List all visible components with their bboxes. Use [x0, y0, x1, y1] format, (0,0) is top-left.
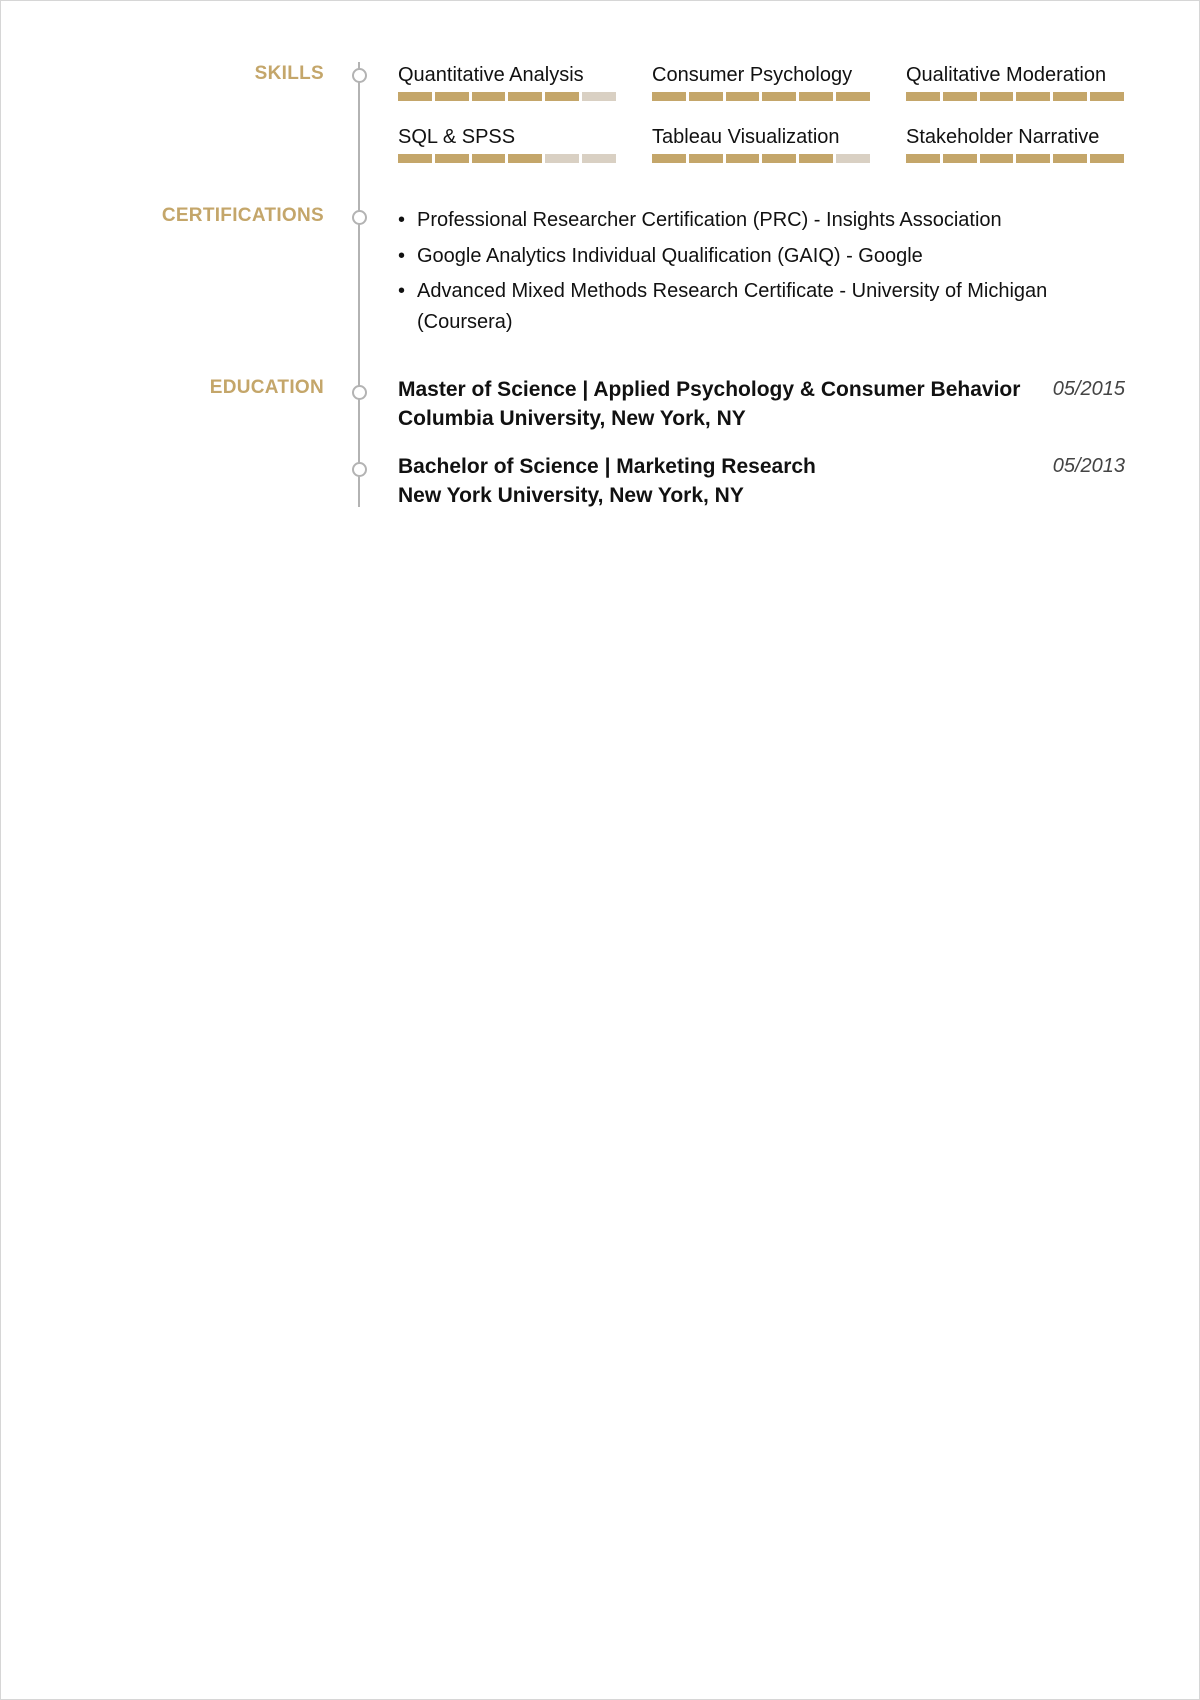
certifications-timeline-dot — [352, 210, 367, 225]
skill-item — [398, 125, 616, 163]
skill-level-segment-filled — [1090, 92, 1124, 101]
skill-name: Stakeholder Narrative — [906, 126, 1100, 148]
skill-level-segment-filled — [1053, 154, 1087, 163]
skill-level-segment-filled — [836, 92, 870, 101]
skill-level-segment-filled — [1053, 92, 1087, 101]
skill-level-segment-filled — [980, 154, 1014, 163]
skill-level-segment-filled — [980, 92, 1014, 101]
skill-level-segment-filled — [906, 92, 940, 101]
skill-level-segment-filled — [726, 92, 760, 101]
skill-item — [652, 125, 870, 163]
skill-level-segment-filled — [1090, 154, 1124, 163]
certification-item — [398, 276, 1078, 337]
education-school: New York University, New York, NY — [398, 484, 744, 507]
skill-level-segment-filled — [906, 154, 940, 163]
skill-level-segment-filled — [689, 154, 723, 163]
skill-level-segment-filled — [799, 92, 833, 101]
skill-name: Qualitative Moderation — [906, 64, 1107, 86]
bullet: • — [398, 209, 406, 231]
education-degree: Master of Science | Applied Psychology & Consumer Behavior — [398, 378, 1021, 401]
bullet: • — [398, 280, 406, 302]
education-section-label: EDUCATION — [209, 377, 324, 398]
skill-level-bar — [398, 92, 616, 101]
skill-level-segment-filled — [689, 92, 723, 101]
certification-item — [398, 241, 1078, 272]
education-date: 05/2015 — [1052, 378, 1125, 400]
skill-level-segment-filled — [762, 92, 796, 101]
skill-level-segment-filled — [472, 92, 506, 101]
skill-level-segment-filled — [1016, 154, 1050, 163]
certification-text: Professional Researcher Certification (PRC) - Insights Association — [417, 209, 1002, 231]
education-date: 05/2013 — [1052, 455, 1125, 477]
skill-level-segment-filled — [508, 154, 542, 163]
skill-level-bar — [652, 92, 870, 101]
skill-level-segment-empty — [836, 154, 870, 163]
skill-level-segment-empty — [582, 92, 616, 101]
certifications-list — [398, 205, 1078, 342]
skill-level-segment-filled — [435, 92, 469, 101]
skill-level-segment-filled — [398, 154, 432, 163]
skill-level-bar — [906, 92, 1124, 101]
skill-name: SQL & SPSS — [398, 126, 516, 148]
certification-text: Advanced Mixed Methods Research Certificate - University of Michigan (Coursera) — [417, 280, 1048, 333]
education-degree: Bachelor of Science | Marketing Research — [398, 455, 816, 478]
skill-level-segment-filled — [652, 92, 686, 101]
skill-level-segment-filled — [943, 92, 977, 101]
education-entry — [398, 452, 1125, 510]
timeline-line — [358, 62, 360, 507]
skill-level-segment-filled — [508, 92, 542, 101]
skill-level-segment-filled — [435, 154, 469, 163]
certifications-section-label: CERTIFICATIONS — [161, 205, 324, 226]
skill-item — [906, 125, 1124, 163]
certification-text: Google Analytics Individual Qualification (GAIQ) - Google — [417, 244, 923, 267]
skill-level-segment-filled — [652, 154, 686, 163]
skill-item — [652, 63, 870, 101]
education-timeline-dot — [352, 462, 367, 477]
bullet: • — [398, 244, 406, 267]
skill-level-segment-filled — [398, 92, 432, 101]
skill-level-segment-filled — [799, 154, 833, 163]
skill-level-segment-filled — [472, 154, 506, 163]
skill-name: Consumer Psychology — [652, 64, 853, 86]
skill-level-segment-filled — [1016, 92, 1050, 101]
education-school: Columbia University, New York, NY — [398, 407, 746, 430]
skill-level-bar — [398, 154, 616, 163]
skill-item — [906, 63, 1124, 101]
skill-level-segment-empty — [582, 154, 616, 163]
skill-item — [398, 63, 616, 101]
skill-name: Tableau Visualization — [652, 126, 840, 148]
skill-level-segment-empty — [545, 154, 579, 163]
skill-level-segment-filled — [545, 92, 579, 101]
education-entry — [398, 375, 1125, 433]
certification-item — [398, 205, 1078, 236]
skill-level-bar — [906, 154, 1124, 163]
skill-level-segment-filled — [943, 154, 977, 163]
skill-level-bar — [652, 154, 870, 163]
skills-section-label: SKILLS — [254, 63, 324, 84]
skill-level-segment-filled — [726, 154, 760, 163]
skill-level-segment-filled — [762, 154, 796, 163]
education-timeline-dot — [352, 385, 367, 400]
skill-name: Quantitative Analysis — [398, 64, 584, 86]
skills-timeline-dot — [352, 68, 367, 83]
